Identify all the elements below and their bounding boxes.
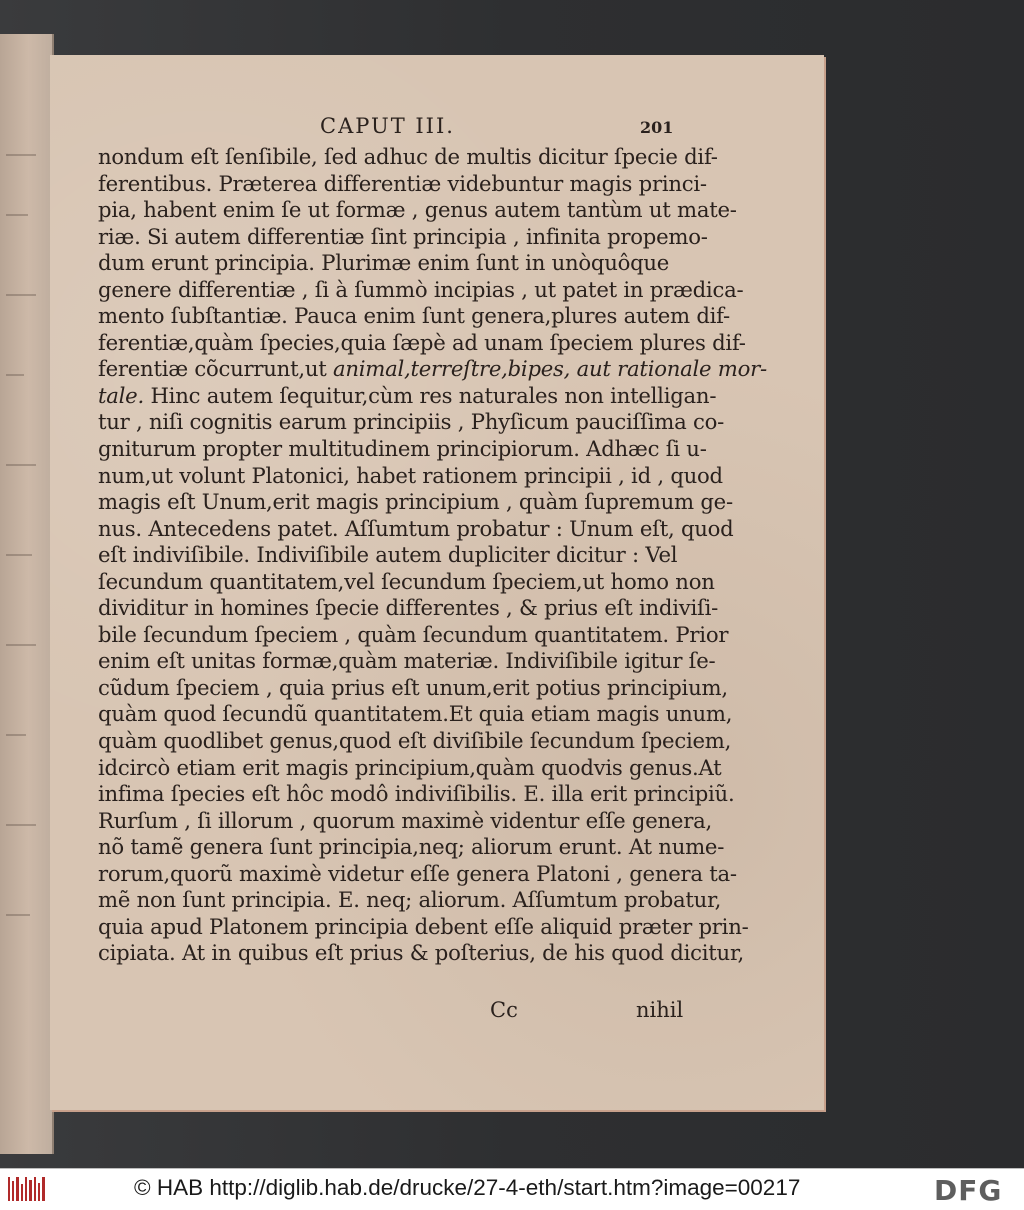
text-line xyxy=(98,223,708,251)
text-line-roman: dividitur in homines ſpecie differentes , & prius eſt indiviſi- xyxy=(98,595,719,621)
text-line-roman: Rurſum , ſi illorum , quorum maximè videntur eſſe genera, xyxy=(98,807,712,833)
text-line-italic: tale. xyxy=(98,382,144,408)
text-line-roman: cũdum ſpeciem , quia prius eſt unum,erit potius principium, xyxy=(98,674,728,700)
signature-mark: Cc xyxy=(490,998,518,1022)
text-line-italic: animal,terreſtre,bipes, aut rationale mor- xyxy=(332,356,767,382)
body-text xyxy=(98,144,767,967)
text-line xyxy=(98,887,722,914)
text-line-roman: ferentibus. Præterea differentiæ videbuntur magis princi- xyxy=(98,170,707,196)
text-line xyxy=(98,515,734,543)
text-line xyxy=(98,940,744,967)
dfg-logo: DFG xyxy=(934,1174,1003,1207)
text-line xyxy=(98,568,715,596)
text-line-roman: tur , niſi cognitis earum principiis , Phyſicum pauciſſima co- xyxy=(98,409,725,435)
text-line xyxy=(98,197,737,224)
text-line-roman: nõ tamẽ genera ſunt principia,neq; aliorum erunt. At nume- xyxy=(98,834,725,860)
hab-barcode-logo-icon xyxy=(8,1175,48,1203)
text-line-roman: quia apud Platonem principia debent eſſe aliquid præter prin- xyxy=(98,913,749,939)
text-line-roman: idcircò etiam erit magis principium,quàm quodvis genus.At xyxy=(98,754,722,780)
text-line-roman: nondum eſt ſenſibile, ſed adhuc de multis dicitur ſpecie dif- xyxy=(98,144,718,169)
text-line-roman: enim eſt unitas formæ,quàm materiæ. Indiviſibile igitur ſe- xyxy=(98,648,716,674)
text-line-roman: rorum,quorũ maximè videtur eſſe genera Platoni , genera ta- xyxy=(98,860,737,886)
text-line-roman: quàm quod ſecundũ quantitatem.Et quia etiam magis unum, xyxy=(98,701,733,727)
text-line-roman: quàm quodlibet genus,quod eſt diviſibile ſecundum ſpeciem, xyxy=(98,728,732,754)
text-line xyxy=(98,834,725,861)
text-line xyxy=(98,144,718,171)
text-line-roman: Hinc autem ſequitur,cùm res naturales non intelligan- xyxy=(143,382,717,408)
text-line xyxy=(98,170,707,198)
text-line-roman: cipiata. At in quibus eſt prius & poſterius, de his quod dicitur, xyxy=(98,940,744,966)
text-line xyxy=(98,648,716,675)
text-line-roman: eſt indiviſibile. Indiviſibile autem dupliciter dicitur : Vel xyxy=(98,542,678,568)
text-line-roman: infima ſpecies eſt hôc modô indiviſibilis. E. illa erit principiũ. xyxy=(98,781,735,807)
text-line-roman: ferentiæ,quàm ſpecies,quia ſæpè ad unam ſpeciem plures dif- xyxy=(98,329,746,355)
text-line xyxy=(98,781,735,808)
running-head: CAPUT III. xyxy=(320,114,455,138)
text-line xyxy=(98,542,698,569)
text-line-roman: ferentiæ cõcurrunt,ut xyxy=(98,356,333,382)
page-number: 201 xyxy=(640,118,674,137)
text-line xyxy=(98,382,717,410)
text-line-roman: dum erunt principia. Plurimæ enim ſunt in unòquôque xyxy=(98,250,670,276)
text-line-roman: mẽ non ſunt principia. E. neq; aliorum. Aſſumtum probatur, xyxy=(98,887,722,913)
text-line xyxy=(98,913,749,941)
text-line xyxy=(98,860,737,888)
text-line xyxy=(98,754,722,782)
footer-bar xyxy=(0,1168,1024,1210)
text-line-roman: num,ut volunt Platonici, habet rationem principii , id , quod xyxy=(98,462,723,488)
footer-source-text: © HAB http://diglib.hab.de/drucke/27-4-eth/start.htm?image=00217 xyxy=(134,1175,801,1200)
text-line xyxy=(98,701,733,728)
text-line xyxy=(98,728,732,755)
text-line xyxy=(98,462,723,490)
text-line-roman: bile ſecundum ſpeciem , quàm ſecundum quantitatem. Prior xyxy=(98,621,729,647)
text-line xyxy=(98,674,728,702)
text-line-roman: gniturum propter multitudinem principiorum. Adhæc ſi u- xyxy=(98,436,707,462)
text-line xyxy=(98,489,733,516)
text-line-roman: magis eſt Unum,erit magis principium , quàm ſupremum ge- xyxy=(98,489,733,515)
text-line xyxy=(98,807,712,835)
catchword: nihil xyxy=(636,998,684,1022)
text-line xyxy=(98,595,719,622)
text-line-roman: genere differentiæ , ſi à ſummò incipias , ut patet in prædica- xyxy=(98,276,744,302)
text-line xyxy=(98,303,730,330)
text-line xyxy=(98,329,746,357)
text-line xyxy=(98,250,698,277)
previous-page-edge xyxy=(0,34,54,1154)
text-line-roman: riæ. Si autem differentiæ ſint principia , infinita propemo- xyxy=(98,223,708,249)
text-line xyxy=(98,409,725,436)
text-line xyxy=(98,276,744,304)
text-line xyxy=(98,621,729,649)
text-line-roman: ſecundum quantitatem,vel ſecundum ſpeciem,ut homo non xyxy=(98,568,715,594)
text-line-roman: pia, habent enim ſe ut formæ , genus autem tantùm ut mate- xyxy=(98,197,737,223)
text-line xyxy=(98,436,707,463)
text-line xyxy=(98,356,767,383)
text-line-roman: nus. Antecedens patet. Aſſumtum probatur : Unum eſt, quod xyxy=(98,515,734,541)
text-line-roman: mento ſubſtantiæ. Pauca enim ſunt genera,plures autem dif- xyxy=(98,303,730,329)
